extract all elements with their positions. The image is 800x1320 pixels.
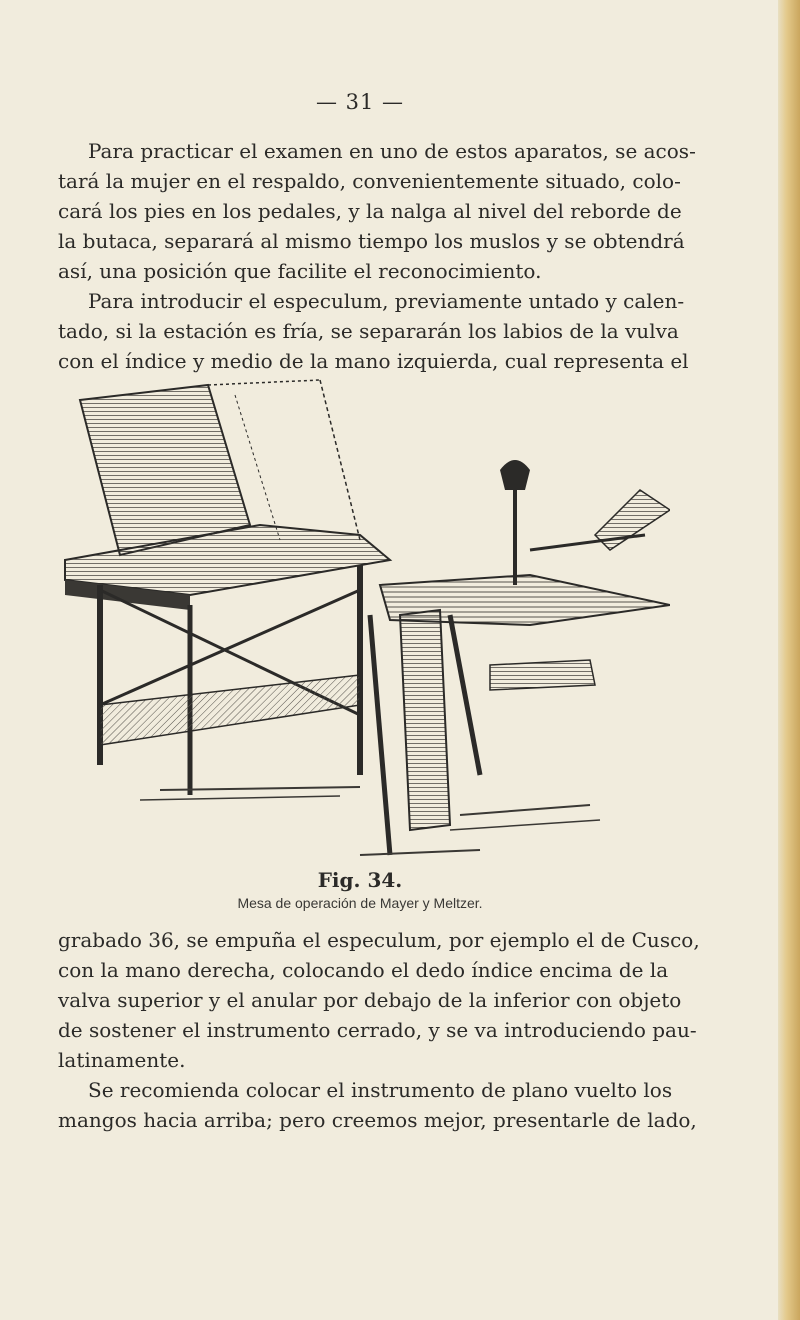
top-paragraph: [58, 136, 696, 376]
text-line: de sostener el instrumento cerrado, y se va introduciendo pau-: [58, 1018, 697, 1042]
examination-table-illustration: [60, 375, 670, 870]
page-edge: [778, 0, 800, 1320]
text-line: con el índice y medio de la mano izquierda, cual representa el: [58, 349, 689, 373]
text-line: Para introducir el especulum, previamente untado y calen-: [88, 289, 685, 313]
text-line: con la mano derecha, colocando el dedo índice encima de la: [58, 958, 669, 982]
leg-rest: [370, 575, 670, 855]
text-line: mangos hacia arriba; pero creemos mejor, presentarle de lado,: [58, 1108, 697, 1132]
backrest: [80, 380, 360, 555]
text-line: Se recomienda colocar el instrumento de plano vuelto los: [88, 1078, 673, 1102]
foot-pedals: [500, 460, 670, 585]
floor-shadow: [140, 787, 600, 855]
figure-label: Fig. 34.: [317, 868, 403, 892]
text-line: grabado 36, se empuña el especulum, por ejemplo el de Cusco,: [58, 928, 700, 952]
text-line: tará la mujer en el respaldo, convenientemente situado, colo-: [58, 169, 681, 193]
text-line: latinamente.: [58, 1048, 186, 1072]
text-line: cará los pies en los pedales, y la nalga al nivel del reborde de: [58, 199, 682, 223]
text-line: Para practicar el examen en uno de estos aparatos, se acos-: [88, 139, 696, 163]
text-line: tado, si la estación es fría, se separarán los labios de la vulva: [58, 319, 679, 343]
text-line: así, una posición que facilite el reconocimiento.: [58, 259, 542, 283]
text-line: valva superior y el anular por debajo de la inferior con objeto: [58, 988, 682, 1012]
bottom-paragraph: [58, 925, 700, 1135]
page-number: — 31 —: [315, 90, 405, 114]
text-line: la butaca, separará al mismo tiempo los muslos y se obtendrá: [58, 229, 685, 253]
figure-caption: Mesa de operación de Mayer y Meltzer.: [237, 895, 483, 911]
seat-frame: [65, 525, 390, 795]
